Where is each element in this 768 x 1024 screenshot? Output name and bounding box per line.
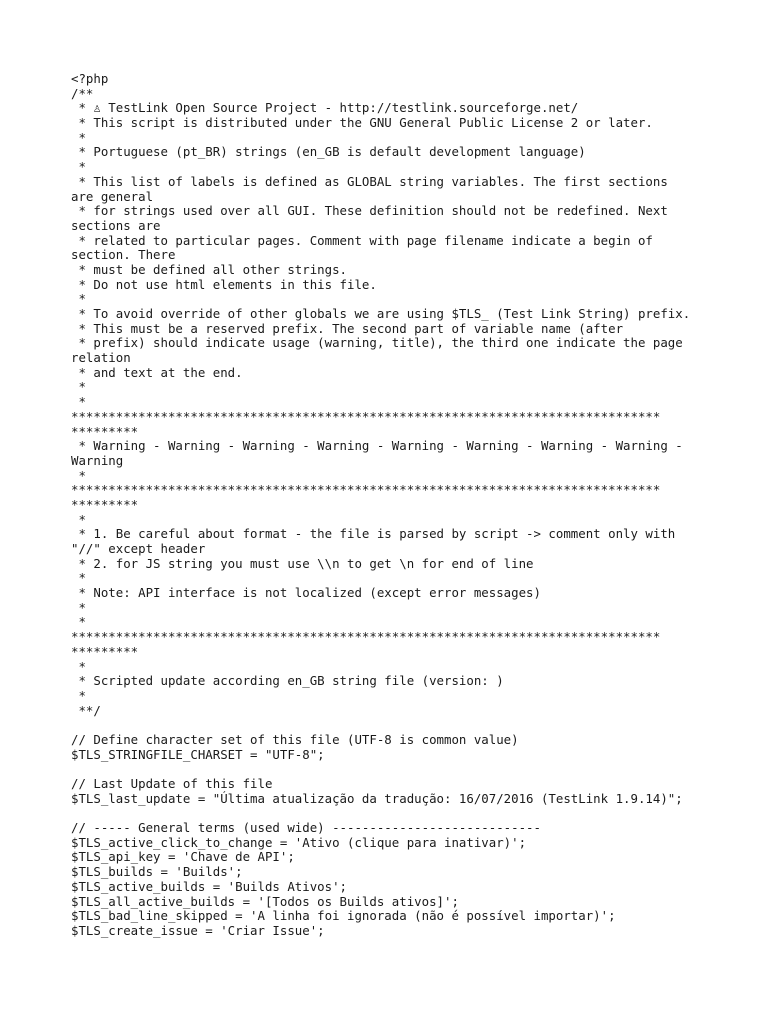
code-line: // Define character set of this file (UTF-8 is common value) [71, 731, 519, 747]
code-line: * [71, 614, 86, 630]
code-line: ******************************************************************************* [71, 482, 661, 498]
code-line: * ♙ TestLink Open Source Project - http://testlink.sourceforge.net/ [71, 100, 579, 116]
code-line: * [71, 658, 86, 674]
code-line: $TLS_bad_line_skipped = 'A linha foi ignorada (não é possível importar)'; [71, 908, 616, 924]
code-line: * [71, 570, 86, 586]
code-line: * prefix) should indicate usage (warning, title), the third one indicate the page [71, 335, 683, 351]
code-line: * Scripted update according en_GB string file (version: ) [71, 673, 504, 689]
code-line: * [71, 687, 86, 703]
code-line: $TLS_active_builds = 'Builds Ativos'; [71, 878, 348, 894]
code-line: * for strings used over all GUI. These definition should not be redefined. Next [71, 203, 668, 219]
code-line: * Note: API interface is not localized (except error messages) [71, 585, 541, 601]
code-line: section. There [71, 247, 176, 263]
code-line: * [71, 379, 86, 395]
code-line: * related to particular pages. Comment with page filename indicate a begin of [71, 232, 653, 248]
code-line: ********* [71, 496, 139, 512]
code-line: * Warning - Warning - Warning - Warning - Warning - Warning - Warning - Warning - [71, 438, 683, 454]
code-line: ********* [71, 643, 139, 659]
code-line: sections are [71, 217, 161, 233]
code-line: ******************************************************************************* [71, 629, 661, 645]
code-line: $TLS_active_click_to_change = 'Ativo (clique para inativar)'; [71, 834, 527, 850]
code-line: ********* [71, 423, 139, 439]
code-line: **/ [71, 702, 101, 718]
code-line: * [71, 129, 86, 145]
code-line: $TLS_create_issue = 'Criar Issue'; [71, 922, 325, 938]
code-line: <?php [71, 71, 109, 86]
code-line: * [71, 467, 86, 483]
code-line: * Do not use html elements in this file. [71, 276, 377, 292]
code-line: * [71, 511, 86, 527]
code-line: * [71, 291, 86, 307]
code-line: * and text at the end. [71, 364, 243, 380]
code-line: * [71, 599, 86, 615]
code-line: // Last Update of this file [71, 776, 273, 791]
code-line: * Portuguese (pt_BR) strings (en_GB is default development language) [71, 144, 586, 160]
code-line: * This list of labels is defined as GLOBAL string variables. The first sections [71, 173, 668, 189]
blank-line [71, 762, 711, 777]
code-line: * 1. Be careful about format - the file is parsed by script -> comment only with [71, 526, 676, 542]
code-line: * This script is distributed under the GNU General Public License 2 or later. [71, 115, 653, 131]
code-line: * 2. for JS string you must use \\n to get \n for end of line [71, 555, 534, 571]
code-line: * must be defined all other strings. [71, 261, 348, 277]
code-line: * To avoid override of other globals we are using $TLS_ (Test Link String) prefix. [71, 306, 691, 321]
code-line: $TLS_api_key = 'Chave de API'; [71, 849, 295, 865]
code-line: relation [71, 350, 131, 366]
blank-line [71, 806, 711, 821]
code-line: * [71, 159, 86, 175]
code-line: Warning [71, 452, 124, 468]
code-line: * [71, 394, 86, 410]
code-line: * This must be a reserved prefix. The second part of variable name (after [71, 320, 624, 336]
code-line: $TLS_STRINGFILE_CHARSET = "UTF-8"; [71, 746, 325, 762]
code-line: // ----- General terms (used wide) ---------------------------- [71, 820, 541, 836]
blank-line [71, 718, 711, 733]
code-line: ******************************************************************************* [71, 408, 661, 424]
code-line: $TLS_builds = 'Builds'; [71, 864, 243, 880]
code-line: "//" except header [71, 541, 206, 556]
code-line: are general [71, 188, 154, 204]
code-line: $TLS_last_update = "Última atualização da tradução: 16/07/2016 (TestLink 1.9.14)"; [71, 790, 683, 806]
code-line: /** [71, 85, 94, 101]
document-page [71, 72, 711, 939]
code-line: $TLS_all_active_builds = '[Todos os Builds ativos]'; [71, 893, 459, 909]
